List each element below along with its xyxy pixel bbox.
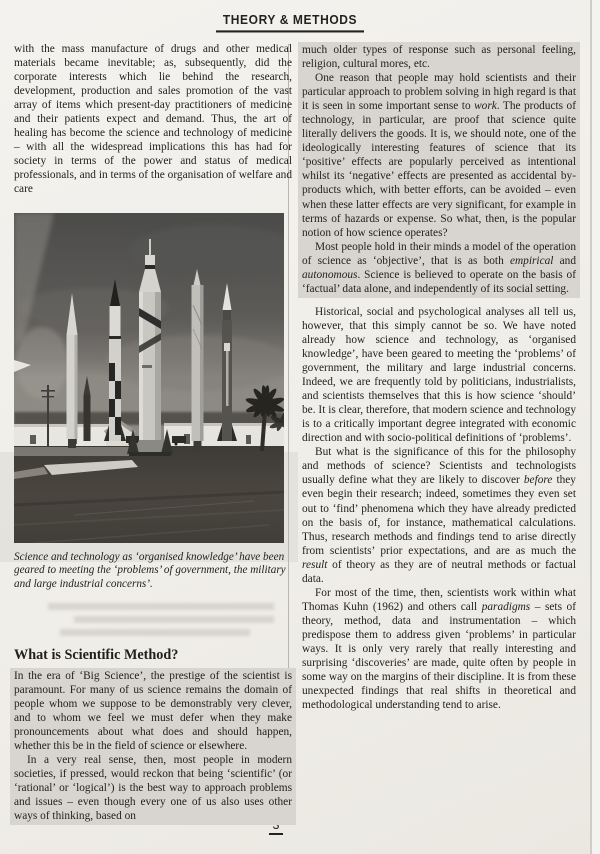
running-head: THEORY & METHODS xyxy=(216,13,364,33)
body-paragraph: For most of the time, then, scientists work within what Thomas Kuhn (1962) and others call paradigms – sets of theory, method, data and instrumentation – which predispose them to address given ‘problems’ in particular ways. It is only very rarely that really interesting and surprising ‘discoveries’ are made, quite often by people in some way on the margins of their discipline. It is from these unexpected findings that real shifts in theoretical and methodological understanding tend to arise. xyxy=(302,586,576,712)
bleed-through-text xyxy=(14,601,292,641)
bleed-line xyxy=(74,616,274,623)
rocket-garden-photo xyxy=(14,213,284,543)
body-paragraph: One reason that people may hold scientists and their particular approach to problem solving in high regard is that it is seen in some important sense to work. The products of technology, in particular, are proof that science quite literally delivers the goods. It is, we should note, one of the ideologically interesting features of science that its ‘positive’ effects are popularly perceived as intentional whilst its ‘negative’ effects are presented as accidental by-products which, with better efforts, can be avoided – even when these latter effects are very significant, for example in terms of hazards or expense. So what, then, is the popular notion of how science operates? xyxy=(302,72,577,239)
scan-edge-line xyxy=(590,0,592,854)
body-paragraph: In the era of ‘Big Science’, the prestige of the scientist is paramount. For many of us science remains the domain of people whom we suppose to be demonstrably very clever, and to whom we feel we must defer when they make pronouncements about what does and should happen, whether this be in the field of science or elsewhere. xyxy=(14,669,292,753)
highlighted-passage-left xyxy=(10,668,296,826)
highlighted-passage-right xyxy=(298,42,580,298)
body-paragraph: But what is the significance of this for the philosophy and methods of science? Scientists and technologists usually define what they are likely to discover before they even begin their research; indeed, sometimes they even set out to ‘find’ phenomena which they have already predicted on the basis of, for instance, mathematical calculations. Thus, research methods and findings tend to arise directly from scientists’ prior expectations, and are as much the result of theory as they are of neutral methods or factual data. xyxy=(302,446,576,585)
bleed-line xyxy=(48,603,274,610)
page-header xyxy=(0,11,580,32)
section-heading: What is Scientific Method? xyxy=(14,646,179,663)
body-paragraph: Historical, social and psychological analyses all tell us, however, that this simply cannot be so. We have noted already how science and technology, as ‘organised knowledge’, have been geared to meeting the ‘problems’ of government, the military and large industrial concerns. Indeed, we are frequently told by politicians, industrialists, and scientists themselves that this is how science ‘should’ be. It is clear, therefore, that modern science and technology is to a critically important degree integrated with economic direction and with socio-political definitions of ‘problems’. xyxy=(302,305,576,445)
bleed-line xyxy=(60,629,250,636)
photo-caption: Science and technology as ‘organised knowledge’ have been geared to meeting the ‘problems’ of government, the military and large industrial concerns’. xyxy=(14,550,286,591)
left-column xyxy=(14,42,292,825)
rocket-garden-illustration xyxy=(14,213,284,543)
scan-page-edge xyxy=(592,0,600,854)
body-paragraph: Most people hold in their minds a model of the operation of science as ‘objective’, that is as both empirical and autonomous. Science is believed to operate on the basis of ‘factual’ data alone, and independently of its social setting. xyxy=(302,240,577,295)
body-paragraph: with the mass manufacture of drugs and other medical materials became inevitable; as, subsequently, did the corporate interests which lie behind the research, development, production and sales promotion of the vast array of items which present-day practitioners of medicine and their patients expect and demand. Thus, the art of healing has become the science and technology of medicine – with all the widespread implications this has had for society in terms of the power and status of medical professionals, and in terms of the organisation of welfare and care xyxy=(14,43,292,196)
body-paragraph: In a very real sense, then, most people in modern societies, if pressed, would reckon that being ‘scientific’ (or ‘rational’ or ‘logical’) is the best way to approach problems and issues – even though every one of us also uses other ways of thinking, based on xyxy=(14,754,292,823)
body-paragraph: much older types of response such as personal feeling, religion, cultural mores, etc. xyxy=(302,44,576,71)
right-column xyxy=(302,42,576,712)
